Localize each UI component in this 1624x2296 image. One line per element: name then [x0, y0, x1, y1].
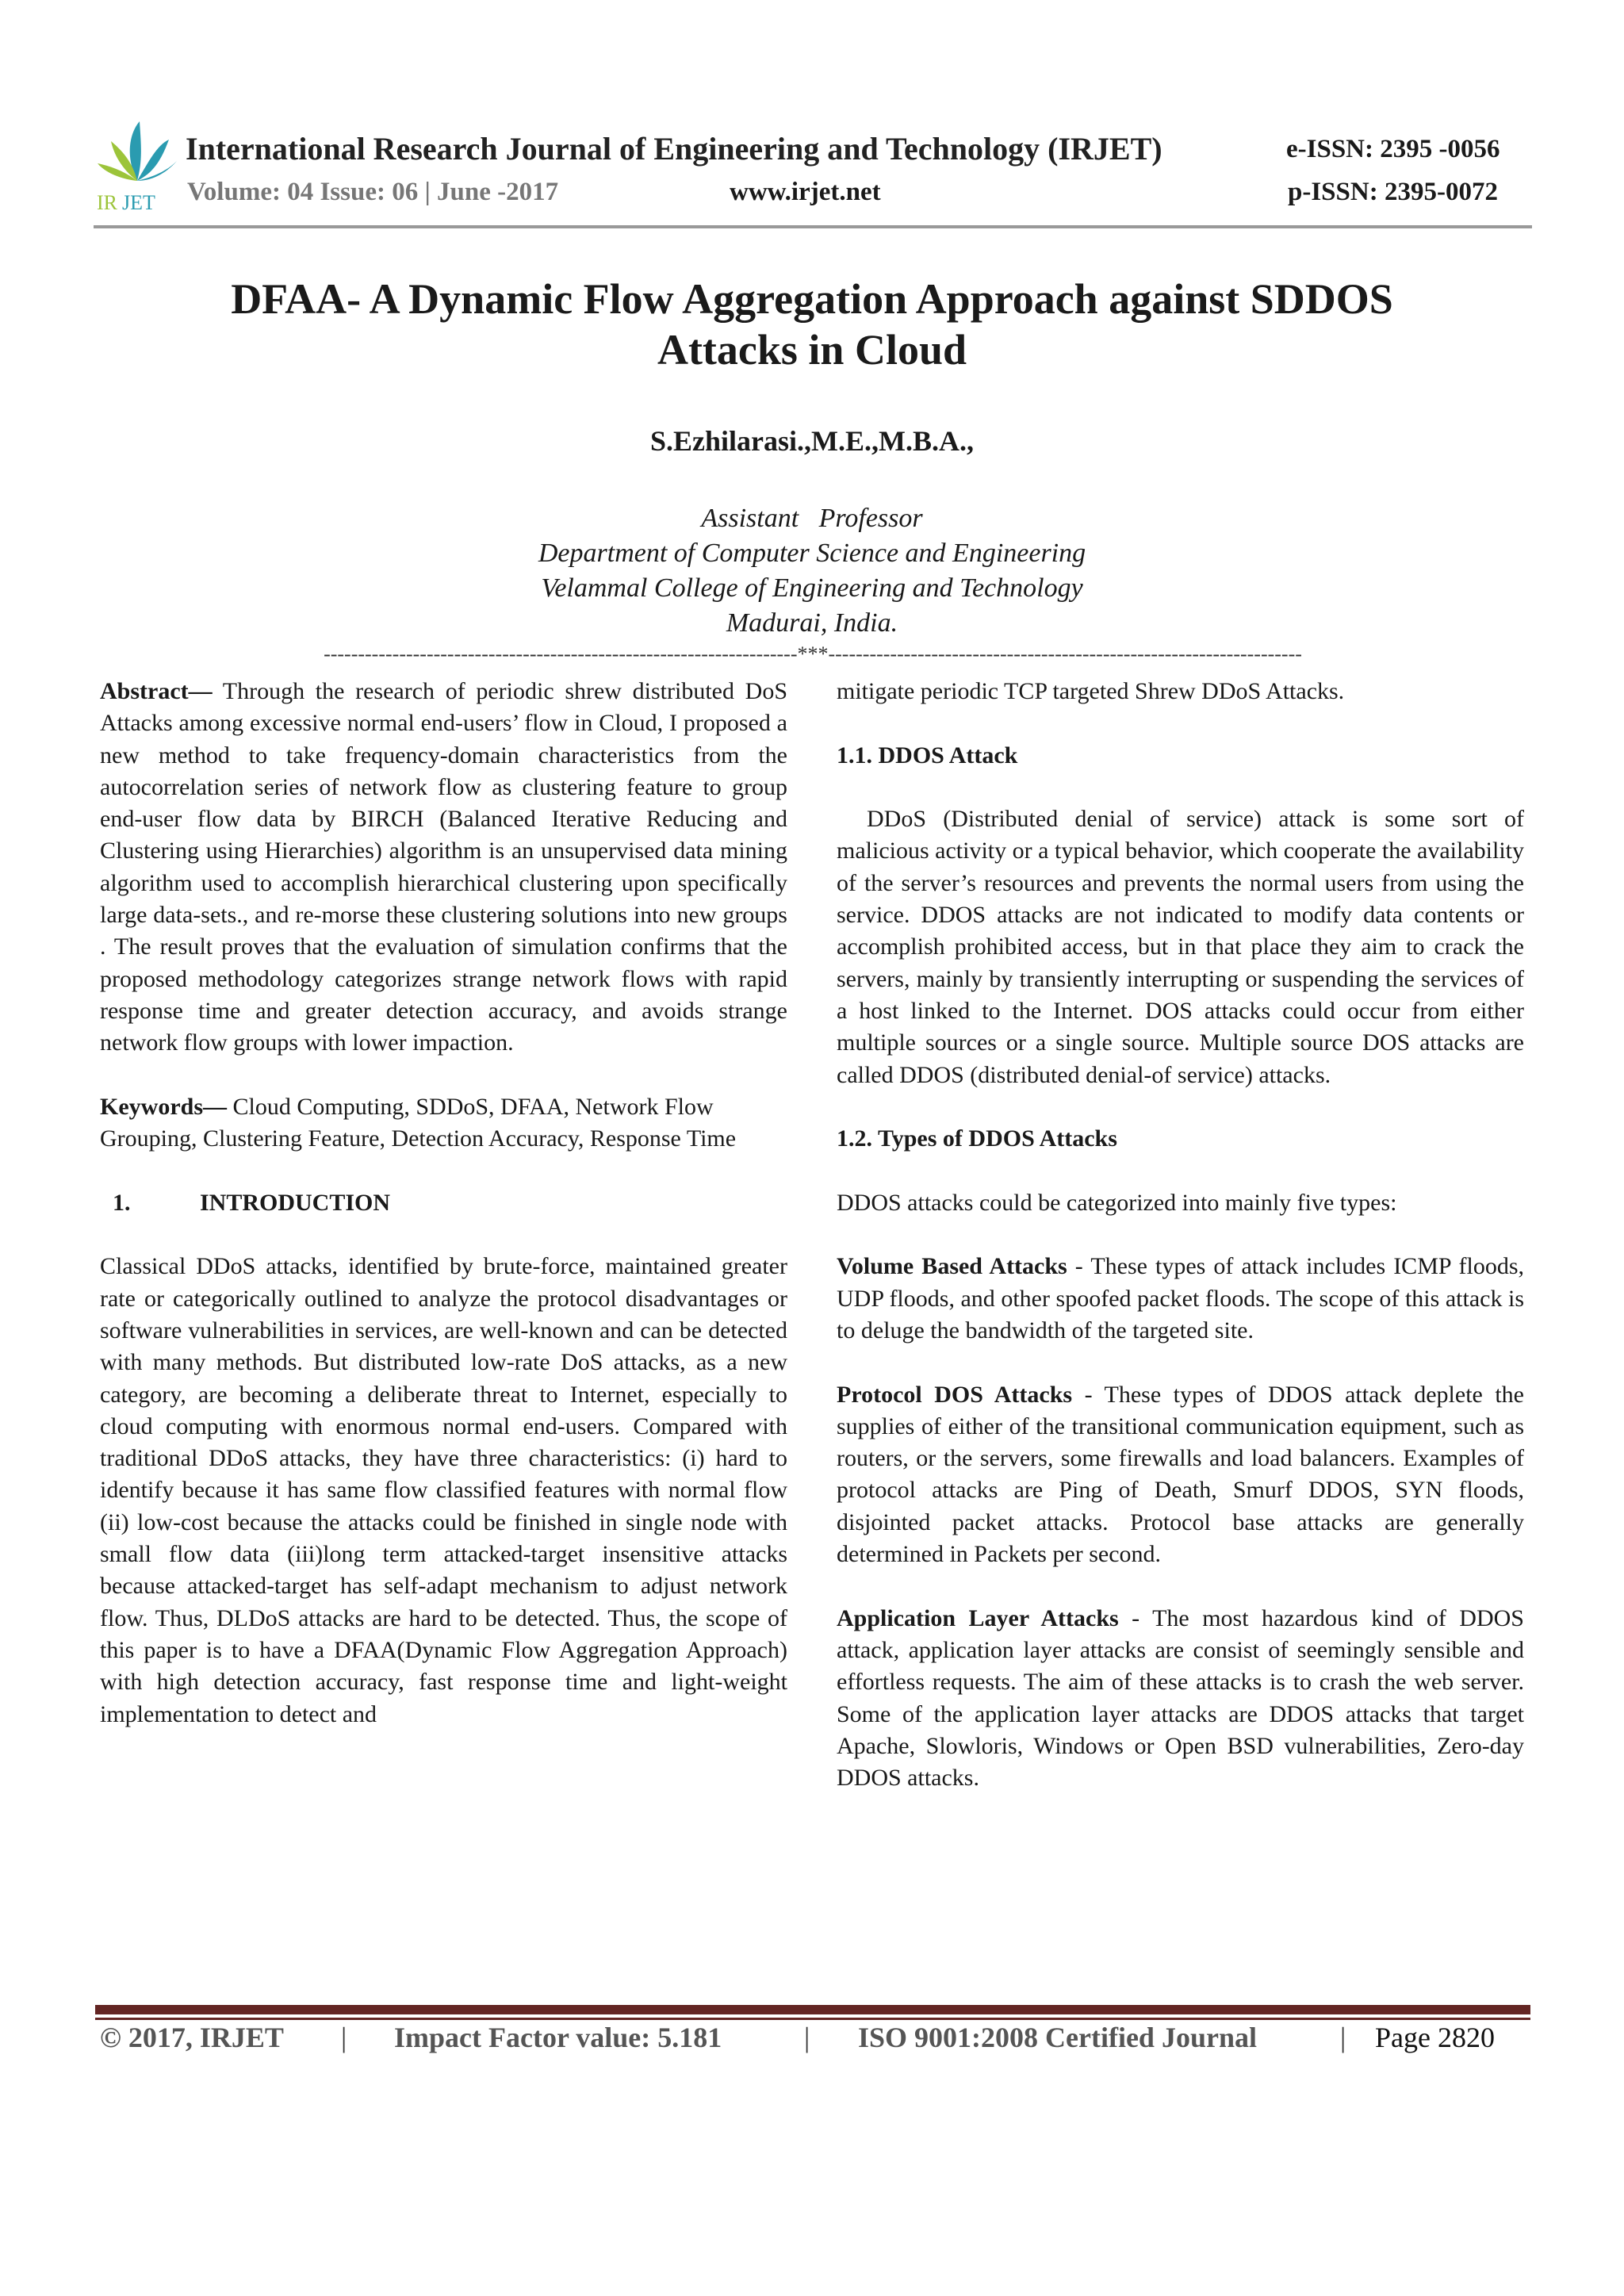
types-intro: DDOS attacks could be categorized into mainly five types: — [837, 1189, 1397, 1216]
affiliation-college: Velammal College of Engineering and Technology — [541, 573, 1083, 603]
author-name: S.Ezhilarasi.,M.E.,M.B.A., — [649, 425, 974, 457]
application-attacks-paragraph — [837, 1603, 1524, 1795]
svg-text:IR: IR — [97, 191, 117, 213]
left-column — [100, 676, 787, 1762]
footer-bar-thin — [95, 2018, 1530, 2020]
protocol-attacks-paragraph — [837, 1379, 1524, 1571]
logo-leaves-icon — [94, 117, 181, 213]
footer-page-number: Page 2820 — [1375, 2022, 1495, 2053]
paper-title-line1: DFAA- A Dynamic Flow Aggregation Approach against SDDOS — [231, 275, 1393, 323]
keywords-text: Cloud Computing, SDDoS, DFAA, Network Flow Grouping, Clustering Feature, Detection Accuracy, Response Time — [100, 1093, 737, 1152]
section-separator: ---------------------------------------------------------------------***--------------------------------------------------------------------- — [324, 642, 1302, 665]
affiliation-location: Madurai, India. — [726, 608, 898, 638]
e-issn: e-ISSN: 2395 -0056 — [1286, 135, 1500, 163]
keywords-label: Keywords— — [100, 1093, 227, 1120]
journal-title: International Research Journal of Engineering and Technology (IRJET) — [186, 131, 1162, 167]
abstract — [100, 676, 787, 1060]
affiliation-department: Department of Computer Science and Engineering — [538, 539, 1086, 568]
volume-issue: Volume: 04 Issue: 06 | June -2017 — [187, 178, 559, 206]
affiliation-position: Assistant Professor — [701, 504, 923, 533]
footer-impact-factor: Impact Factor value: 5.181 — [394, 2022, 722, 2053]
volume-attacks-text: - These types of attack includes ICMP floods, UDP floods, and other spoofed packet floods. The scope of this attack is to deluge the bandwidth of the targeted site. — [837, 1253, 1525, 1343]
keywords — [100, 1091, 787, 1156]
footer-divider: | — [341, 2022, 347, 2053]
volume-attacks-label: Volume Based Attacks — [837, 1253, 1067, 1280]
p-issn: p-ISSN: 2395-0072 — [1288, 178, 1498, 206]
irjet-logo — [94, 117, 181, 213]
right-column — [837, 676, 1524, 1826]
svg-text:JET: JET — [122, 191, 155, 213]
abstract-label: Abstract— — [100, 678, 213, 704]
intro-heading-text: INTRODUCTION — [200, 1189, 391, 1216]
abstract-text: Through the research of periodic shrew distributed DoS Attacks among excessive normal end-users’ flow in Cloud, I proposed a new method to take frequency-domain characteristics from the autocorrelation series of network flow as clustering feature to group end-user flow data by BIRCH (Balanced Iterative Reducing and Clustering using Hierarchies) algorithm is an unsupervised data mining algorithm used to accomplish hierarchical clustering upon specifically large data-sets., and re-morse these clustering solutions into new groups . The result proves that the evaluation of simulation confirms that the proposed methodology categorizes strange network flows with rapid response time and greater detection accuracy, and avoids strange network flow groups with lower impaction. — [100, 678, 787, 1056]
section-1-2-heading: 1.2. Types of DDOS Attacks — [837, 1125, 1117, 1152]
footer-divider: | — [1340, 2022, 1346, 2053]
intro-heading — [100, 1187, 787, 1219]
volume-attacks-paragraph — [837, 1251, 1524, 1347]
ddos-paragraph: DDoS (Distributed denial of service) attack is some sort of malicious activity or a typical behavior, which cooperate the availability of the server’s resources and prevents the normal users from using the service. DDOS attacks are not indicated to modify data contents or accomplish prohibited access, but in that place they aim to crack the servers, mainly by transiently interrupting or suspending the services of a host linked to the Internet. DOS attacks could occur from either multiple sources or a single source. Multiple source DOS attacks are called DDOS (distributed denial-of service) attacks. — [837, 806, 1524, 1088]
intro-paragraph: Classical DDoS attacks, identified by brute-force, maintained greater rate or categorically outlined to analyze the protocol disadvantages or software vulnerabilities in services, are well-known and can be detected with many methods. But distributed low-rate DoS attacks, as a new category, are becoming a deliberate threat to Internet, especially to cloud computing with enormous normal end-users. Compared with traditional DDoS attacks, they have three characteristics: (i) hard to identify because it has same flow classified features with normal flow (ii) low-cost because the attacks could be finished in single node with small flow data (iii)long term attacked-target insensitive attacks because attacked-target has self-adapt mechanism to adjust network flow. Thus, DLDoS attacks are hard to be detected. Thus, the scope of this paper is to have a DFAA(Dynamic Flow Aggregation Approach) with high detection accuracy, fast response time and light-weight implementation to detect and — [100, 1253, 787, 1727]
website-link[interactable]: www.irjet.net — [730, 178, 881, 206]
application-attacks-label: Application Layer Attacks — [837, 1604, 1119, 1631]
footer-iso: ISO 9001:2008 Certified Journal — [858, 2022, 1257, 2053]
footer-divider: | — [804, 2022, 810, 2053]
header-divider — [94, 225, 1532, 228]
section-1-1-heading: 1.1. DDOS Attack — [837, 742, 1018, 769]
application-attacks-text: - The most hazardous kind of DDOS attack, application layer attacks are consist of seemingly sensible and effortless requests. The aim of these attacks is to crash the web server. Some of the application layer attacks are DDOS attacks that target Apache, Slowloris, Windows or Open BSD vulnerabilities, Zero-day DDOS attacks. — [837, 1604, 1524, 1792]
footer-bar — [95, 2005, 1530, 2014]
protocol-attacks-label: Protocol DOS Attacks — [837, 1381, 1073, 1408]
protocol-attacks-text: - These types of DDOS attack deplete the supplies of either of the transitional communication equipment, such as routers, or the servers, some firewalls and load balancers. Examples of protocol attacks are Ping of Death, Smurf DDOS, SYN floods, disjointed packet attacks. Protocol base attacks are generally determined in Packets per second. — [837, 1381, 1524, 1568]
paper-title — [0, 274, 1624, 375]
intro-number: 1. — [113, 1189, 131, 1216]
affiliation — [0, 501, 1624, 641]
paper-title-line2: Attacks in Cloud — [657, 326, 967, 374]
footer-copyright: © 2017, IRJET — [100, 2022, 284, 2053]
continuation-text: mitigate periodic TCP targeted Shrew DDoS Attacks. — [837, 678, 1345, 704]
